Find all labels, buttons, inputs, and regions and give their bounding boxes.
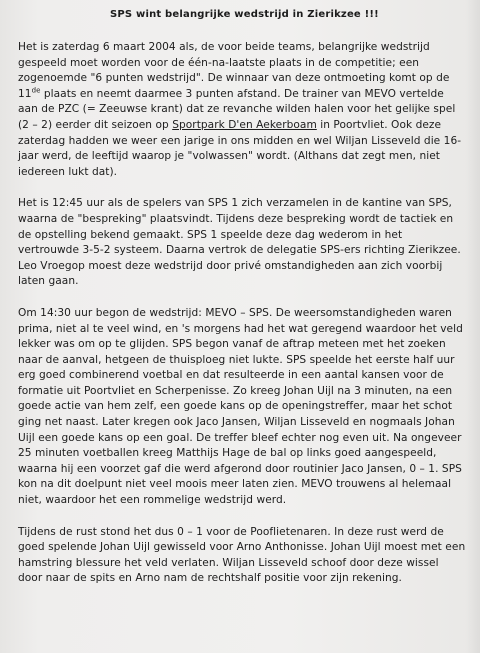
ordinal-suffix: de [31,86,41,95]
paragraph-1-part-c: in Poortvliet. Ook deze zaterdag hadden we weer een jarige in ons midden en wel Wiljan Lisseveld die 16-jaar werd, de leeftijd waarop je "volwassen" wordt. (Althans dat zegt men, niet iedereen lukt dat). [18,118,462,178]
page-fold-shadow [466,0,480,653]
sportpark-name: Sportpark D'en Aekerboam [172,118,317,131]
paragraph-1-part-a: Het is zaterdag 6 maart 2004 als, de voor beide teams, belangrijke wedstrijd gespeeld moet worden voor de één-na-laatste plaats in de competitie; een zogenoemde "6 punten wedstrijd". De winnaar van deze ontmoeting komt op de 11 [18,41,450,100]
article-title: SPS wint belangrijke wedstrijd in Zierikzee !!! [110,9,379,20]
paragraph-4: Tijdens de rust stond het dus 0 – 1 voor de Pooflietenaren. In deze rust werd de goed spelende Johan Uijl gewisseld voor Arno Anthonisse. Johan Uijl moest met een hamstring blessure het veld verlaten. Wiljan Lisseveld schoof door deze wissel door naar de spits en Arno nam de rechtshalf positie voor zijn rekening. [18,525,466,585]
paragraph-3: Om 14:30 uur begon de wedstrijd: MEVO – SPS. De weersomstandigheden waren prima, niet al te veel wind, en 's morgens had het wat geregend waardoor het veld lekker was om op te glijden. SPS begon vanaf de aftrap meteen met het zoeken naar de aanval, hetgeen de thuisploeg niet lukte. SPS speelde het eerste half uur erg goed combinerend voetbal en dat resulteerde in een aantal kansen voor de formatie uit Poortvliet en Scherpenisse. Zo kreeg Johan Uijl na 3 minuten, na een goede actie van hem zelf, een goede kans op de openingstreffer, maar het schot ging net naast. Later kregen ook Jaco Jansen, Wiljan Lisseveld en nogmaals Johan Uijl een goede kans op een goal. De treffer bleef echter nog even uit. Na ongeveer 25 minuten voetballen kreeg Matthijs Hage de bal op links goed aangespeeld, waarna hij een voorzet gaf die werd afgerond door routinier Jaco Jansen, 0 – 1. SPS kon na dit doelpunt niet veel moois meer laten zien. MEVO trouwens al helemaal niet, waardoor het een rommelige wedstrijd werd. [18,306,463,507]
paragraph-1 [18,40,466,180]
paragraph-1-part-b: plaats en neemt daarmee 3 punten afstand. De trainer van MEVO vertelde aan de PZC (= Zeeuwse krant) dat ze revanche wilden halen voor het gelijke spel (2 – 2) eerder dit seizoen op [18,87,456,131]
article [18,8,466,603]
paragraph-2: Het is 12:45 uur als de spelers van SPS 1 zich verzamelen in de kantine van SPS, waarna de "bespreking" plaatsvindt. Tijdens deze bespreking wordt de tactiek en de opstelling bekend gemaakt. SPS 1 speelde deze dag wederom in het vertrouwde 3-5-2 systeem. Daarna vertrok de delegatie SPS-ers richting Zierikzee. Leo Vroegop moest deze wedstrijd door privé omstandigheden aan zich voorbij laten gaan. [18,197,461,288]
